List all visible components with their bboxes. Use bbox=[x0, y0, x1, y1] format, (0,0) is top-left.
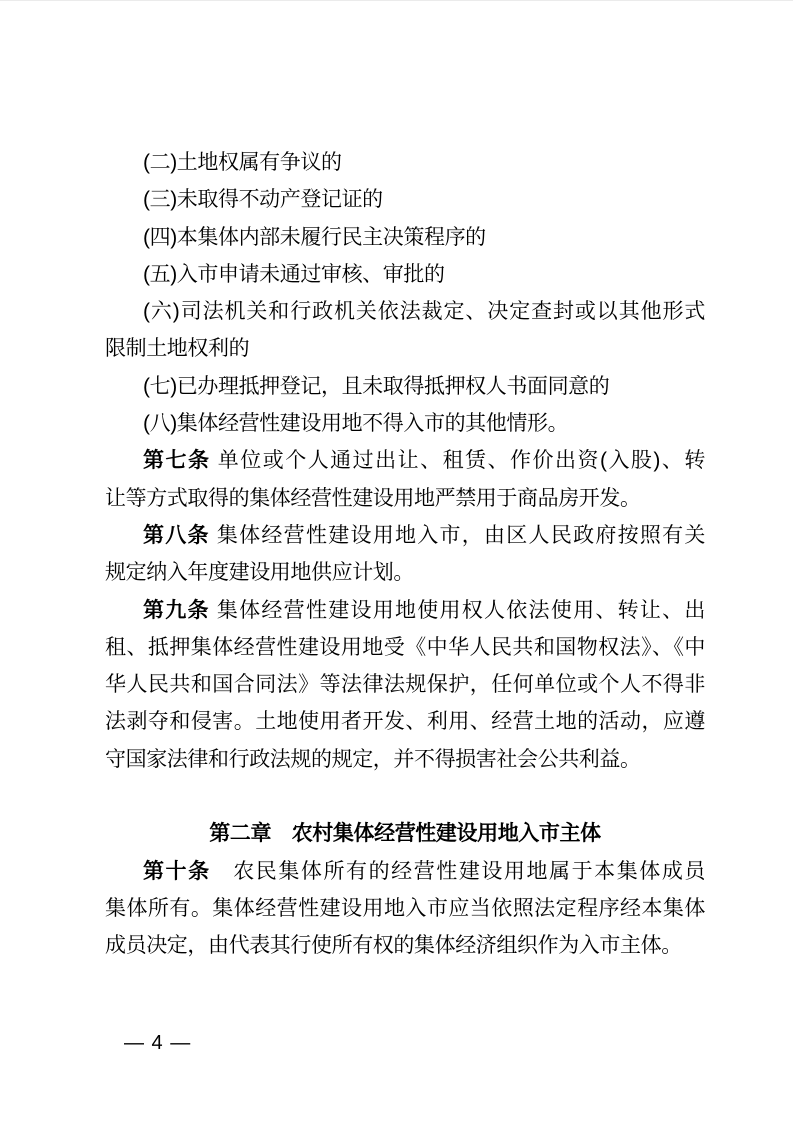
line-text: 租、抵押集体经营性建设用地受《中华人民共和国物权法》、《中 bbox=[105, 635, 705, 659]
line-text: (六)司法机关和行政机关依法裁定、决定查封或以其他形式 bbox=[143, 300, 705, 324]
line-text: 规定纳入年度建设用地供应计划。 bbox=[105, 561, 414, 585]
document-body bbox=[105, 144, 705, 965]
line-text: (二)土地权属有争议的 bbox=[143, 151, 342, 174]
line-text: 第二章 农村集体经营性建设用地入市主体 bbox=[209, 822, 601, 846]
article-number: 第十条 bbox=[143, 859, 211, 883]
line-text: 限制土地权利的 bbox=[105, 337, 250, 361]
line-text: (七)已办理抵押登记，且未取得抵押权人书面同意的 bbox=[143, 374, 610, 398]
chapter-heading bbox=[105, 815, 705, 852]
document-line bbox=[105, 293, 705, 330]
line-text: 单位或个人通过出让、租赁、作价出资(入股)、转 bbox=[210, 449, 705, 473]
blank-line bbox=[105, 778, 705, 815]
line-text: 集体经营性建设用地入市，由区人民政府按照有关 bbox=[209, 523, 705, 547]
line-text: (四)本集体内部未履行民主决策程序的 bbox=[143, 225, 486, 249]
document-line bbox=[105, 703, 705, 740]
article-number: 第九条 bbox=[143, 598, 210, 622]
document-line bbox=[105, 442, 705, 479]
document-line bbox=[105, 181, 705, 218]
line-text: 集体所有。集体经营性建设用地入市应当依照法定程序经本集体 bbox=[105, 896, 705, 920]
article-number: 第八条 bbox=[143, 523, 210, 547]
document-line bbox=[105, 256, 705, 293]
page-number: — 4 — bbox=[124, 1032, 192, 1054]
line-text: 法剥夺和侵害。土地使用者开发、利用、经营土地的活动，应遵 bbox=[105, 710, 705, 734]
line-text: 让等方式取得的集体经营性建设用地严禁用于商品房开发。 bbox=[105, 486, 641, 510]
article-number: 第七条 bbox=[143, 449, 211, 473]
line-text: (五)入市申请未通过审核、审批的 bbox=[143, 262, 445, 286]
document-line bbox=[105, 741, 705, 778]
document-line bbox=[105, 517, 705, 554]
document-line bbox=[105, 219, 705, 256]
document-line bbox=[105, 890, 705, 927]
document-line bbox=[105, 480, 705, 517]
document-line bbox=[105, 629, 705, 666]
line-text: (八)集体经营性建设用地不得入市的其他情形。 bbox=[143, 412, 569, 436]
document-line bbox=[105, 666, 705, 703]
document-line bbox=[105, 927, 705, 964]
document-line bbox=[105, 405, 705, 442]
line-text: 守国家法律和行政法规的规定，并不得损害社会公共利益。 bbox=[105, 747, 641, 771]
line-text: 华人民共和国合同法》等法律法规保护，任何单位或个人不得非 bbox=[105, 673, 705, 697]
document-line bbox=[105, 330, 705, 367]
line-text: 成员决定，由代表其行使所有权的集体经济组织作为入市主体。 bbox=[105, 934, 682, 958]
line-text: (三)未取得不动产登记证的 bbox=[143, 188, 383, 212]
document-line bbox=[105, 853, 705, 890]
line-text: 农民集体所有的经营性建设用地属于本集体成员 bbox=[210, 859, 705, 883]
document-line bbox=[105, 368, 705, 405]
document-line bbox=[105, 554, 705, 591]
document-line bbox=[105, 592, 705, 629]
line-text: 集体经营性建设用地使用权人依法使用、转让、出 bbox=[209, 598, 705, 622]
document-line bbox=[105, 144, 705, 181]
